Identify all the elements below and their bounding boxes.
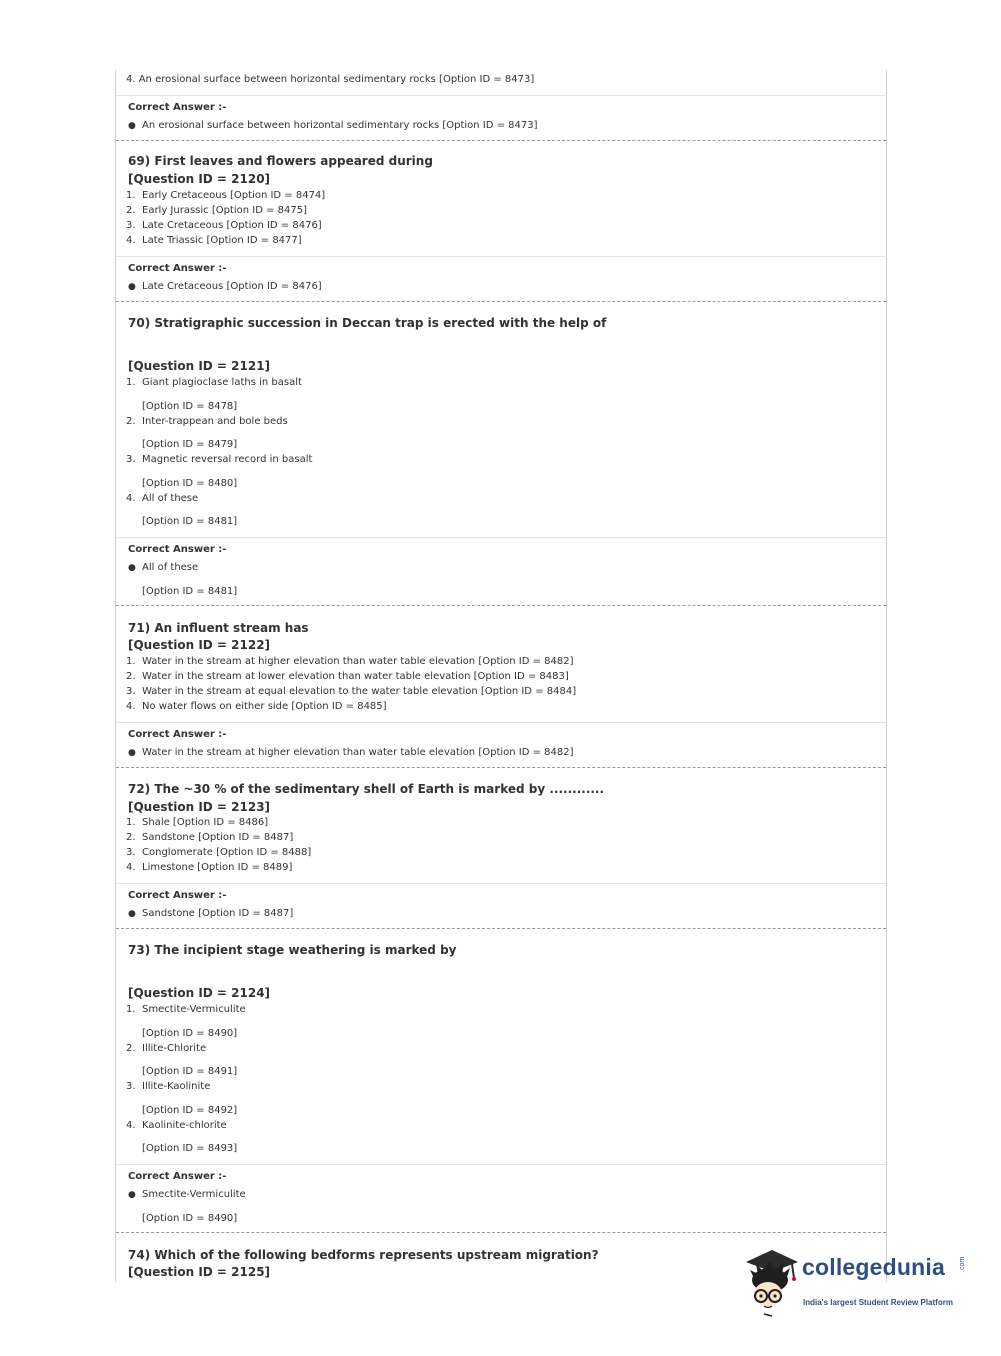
option-1-id: [Option ID = 8478] xyxy=(142,401,238,412)
correct-answer: ● All of these xyxy=(128,562,199,573)
question-separator xyxy=(116,928,886,929)
question-id: [Question ID = 2124] xyxy=(128,986,271,1000)
correct-answer-label: Correct Answer :- xyxy=(128,1171,227,1182)
bullet-icon: ● xyxy=(128,563,136,573)
option-1: 1. Shale [Option ID = 8486] xyxy=(126,817,269,828)
question-72: 72) The ~30 % of the sedimentary shell of Earth is marked by ............ xyxy=(128,782,605,796)
question-id: [Question ID = 2122] xyxy=(128,638,271,652)
correct-answer-id: [Option ID = 8490] xyxy=(142,1213,238,1224)
correct-answer: ● An erosional surface between horizontal sedimentary rocks [Option ID = 8473] xyxy=(128,120,538,131)
collegedunia-logo xyxy=(740,1248,970,1318)
question-separator xyxy=(116,301,886,302)
correct-answer-label: Correct Answer :- xyxy=(128,263,227,274)
option-3: 3. Water in the stream at equal elevation to the water table elevation [Option ID = 8484] xyxy=(126,686,577,697)
correct-answer: ● Water in the stream at higher elevation than water table elevation [Option ID = 8482] xyxy=(128,747,574,758)
option-2: 2. Water in the stream at lower elevation than water table elevation [Option ID = 8483] xyxy=(126,671,569,682)
question-separator xyxy=(116,140,886,141)
option-3: 3. Magnetic reversal record in basalt xyxy=(126,454,313,465)
mascot-icon xyxy=(740,1248,802,1318)
bullet-icon: ● xyxy=(128,282,136,292)
option-2-id: [Option ID = 8479] xyxy=(142,439,238,450)
bullet-icon: ● xyxy=(128,909,136,919)
question-id: [Question ID = 2120] xyxy=(128,172,271,186)
option-1: 1. Giant plagioclase laths in basalt xyxy=(126,377,302,388)
option-3: 3. Illite-Kaolinite xyxy=(126,1081,211,1092)
correct-answer-label: Correct Answer :- xyxy=(128,890,227,901)
bullet-icon: ● xyxy=(128,121,136,131)
divider xyxy=(116,256,886,257)
option-3-id: [Option ID = 8492] xyxy=(142,1105,238,1116)
option-4: 4. Kaolinite-chlorite xyxy=(126,1120,227,1131)
correct-answer-label: Correct Answer :- xyxy=(128,102,227,113)
option-3: 3. Late Cretaceous [Option ID = 8476] xyxy=(126,220,322,231)
option-2: 2. Sandstone [Option ID = 8487] xyxy=(126,832,294,843)
correct-answer-id: [Option ID = 8481] xyxy=(142,586,238,597)
divider xyxy=(116,722,886,723)
question-70: 70) Stratigraphic succession in Deccan trap is erected with the help of xyxy=(128,316,607,330)
question-id: [Question ID = 2123] xyxy=(128,800,271,814)
question-69: 69) First leaves and flowers appeared during xyxy=(128,154,433,168)
correct-answer-label: Correct Answer :- xyxy=(128,729,227,740)
question-separator xyxy=(116,605,886,606)
question-74: 74) Which of the following bedforms represents upstream migration? xyxy=(128,1248,599,1262)
correct-answer: ● Sandstone [Option ID = 8487] xyxy=(128,908,294,919)
bullet-icon: ● xyxy=(128,748,136,758)
option-4-id: [Option ID = 8481] xyxy=(142,516,238,527)
option-2-id: [Option ID = 8491] xyxy=(142,1066,238,1077)
brand-tagline: India's largest Student Review Platform xyxy=(803,1298,953,1307)
question-id: [Question ID = 2121] xyxy=(128,359,271,373)
question-71: 71) An influent stream has xyxy=(128,621,309,635)
option-1: 1. Water in the stream at higher elevation than water table elevation [Option ID = 8482] xyxy=(126,656,574,667)
brand-suffix: .com xyxy=(959,1256,966,1272)
divider xyxy=(116,1164,886,1165)
question-id: [Question ID = 2125] xyxy=(128,1265,271,1279)
option-4: 4. No water flows on either side [Option ID = 8485] xyxy=(126,701,387,712)
option-1: 1. Early Cretaceous [Option ID = 8474] xyxy=(126,190,326,201)
brand-name: collegedunia xyxy=(802,1254,945,1280)
bullet-icon: ● xyxy=(128,1190,136,1200)
question-73: 73) The incipient stage weathering is marked by xyxy=(128,943,457,957)
correct-answer: ● Late Cretaceous [Option ID = 8476] xyxy=(128,281,322,292)
question-separator xyxy=(116,1232,886,1233)
question-separator xyxy=(116,767,886,768)
option-2: 2. Inter-trappean and bole beds xyxy=(126,416,288,427)
option-1: 1. Smectite-Vermiculite xyxy=(126,1004,246,1015)
option-4-id: [Option ID = 8493] xyxy=(142,1143,238,1154)
divider xyxy=(116,883,886,884)
option-3-id: [Option ID = 8480] xyxy=(142,478,238,489)
option-4: 4. Late Triassic [Option ID = 8477] xyxy=(126,235,302,246)
option-4: 4. All of these xyxy=(126,493,199,504)
option-1-id: [Option ID = 8490] xyxy=(142,1028,238,1039)
correct-answer-label: Correct Answer :- xyxy=(128,544,227,555)
question-paper-page xyxy=(115,70,887,1282)
option-2: 2. Illite-Chlorite xyxy=(126,1043,207,1054)
option-2: 2. Early Jurassic [Option ID = 8475] xyxy=(126,205,308,216)
option-4: 4. Limestone [Option ID = 8489] xyxy=(126,862,293,873)
divider xyxy=(116,95,886,96)
divider xyxy=(116,537,886,538)
q68-option-4: 4. An erosional surface between horizontal sedimentary rocks [Option ID = 8473] xyxy=(126,74,535,85)
correct-answer: ● Smectite-Vermiculite xyxy=(128,1189,246,1200)
option-3: 3. Conglomerate [Option ID = 8488] xyxy=(126,847,312,858)
